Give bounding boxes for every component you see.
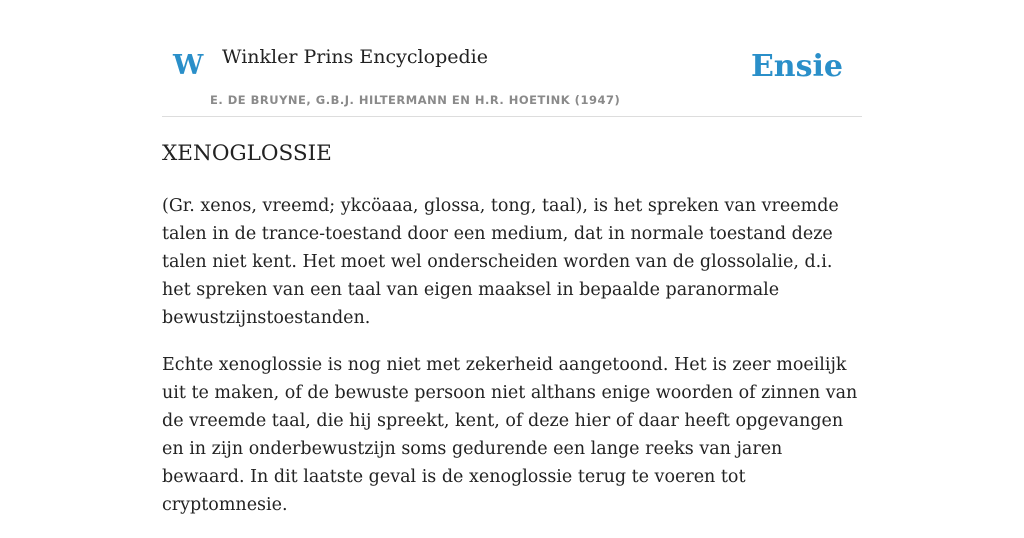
source-title-link[interactable]: Winkler Prins Encyclopedie [222, 46, 488, 68]
article-paragraph: (Gr. xenos, vreemd; ykcöaaa, glossa, tong, taal), is het spreken van vreemde talen in de trance-toestand door een medium, dat in normale toestand deze talen niet kent. Het moet wel onderscheiden worden van de glossolalie, d.i. het spreken van een taal van eigen maaksel in bepaalde paranormale bewustzijnstoestanden. [162, 196, 839, 328]
ensie-logo-link[interactable]: Ensie [750, 49, 843, 84]
article-paragraph: Echte xenoglossie is nog niet met zekerheid aangetoond. Het is zeer moeilijk uit te maken, of de bewuste persoon niet althans enige woorden of zinnen van de vreemde taal, die hij spreekt, kent, of deze hier of daar heeft opgevangen en in zijn onderbewustzijn soms gedurende een lange reeks van jaren bewaard. In dit laatste geval is de xenoglossie terug te voeren tot cryptomnesie. [162, 355, 858, 515]
article-body [162, 192, 862, 538]
article-title: XENOGLOSSIE [162, 141, 332, 166]
source-header [162, 0, 862, 117]
source-logo[interactable]: W [173, 50, 204, 81]
page [162, 0, 862, 515]
source-authors: E. DE BRUYNE, G.B.J. HILTERMANN EN H.R. HOETINK (1947) [210, 93, 621, 107]
